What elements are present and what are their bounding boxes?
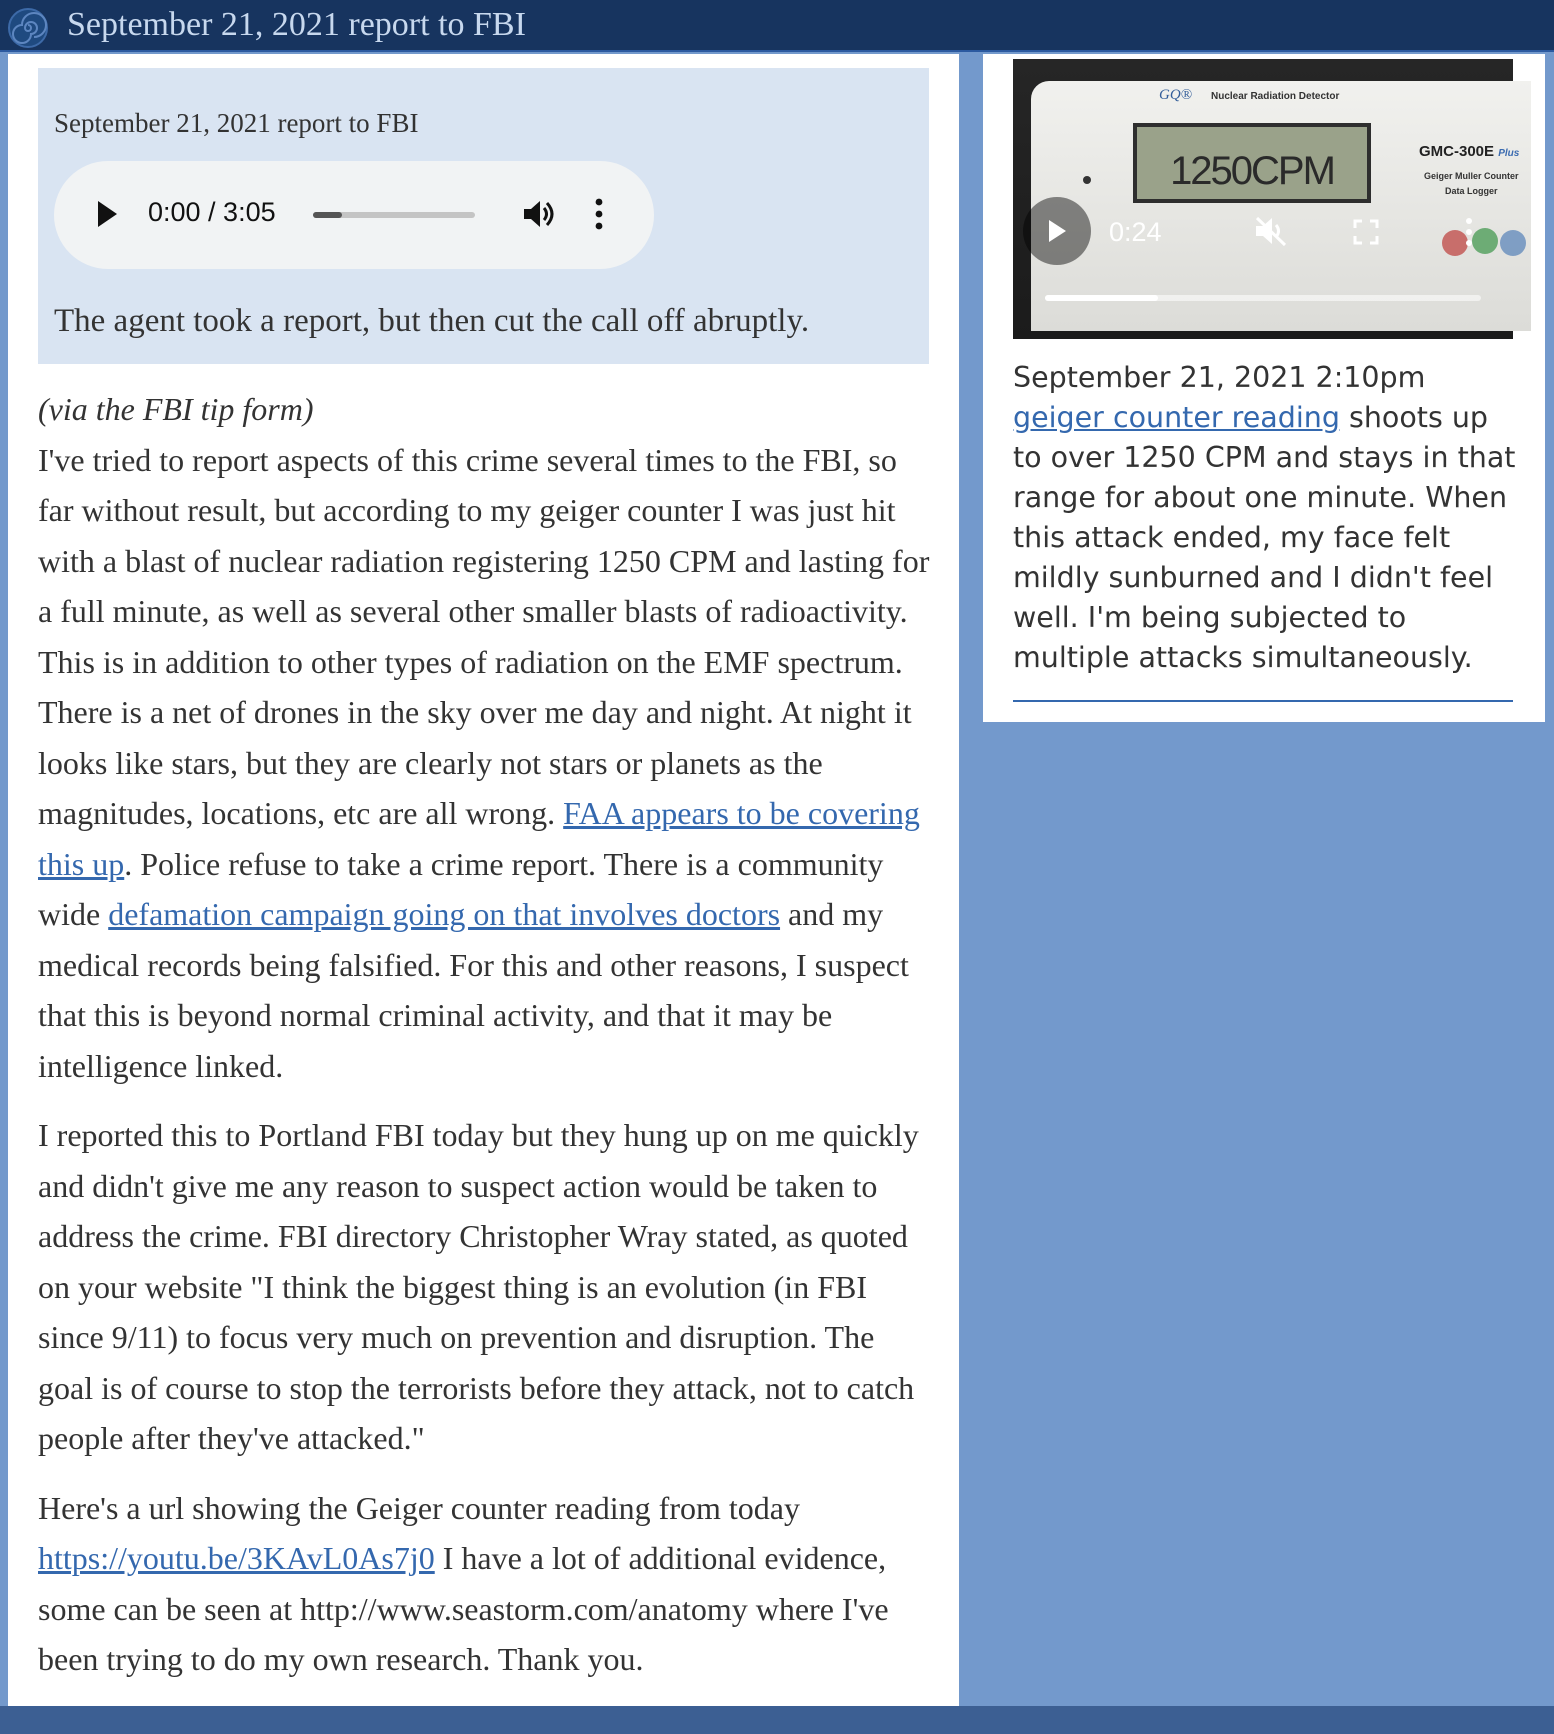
main-content (8, 54, 959, 1706)
geiger-reading-link[interactable]: geiger counter reading (1013, 401, 1340, 434)
via-note: (via the FBI tip form) (38, 391, 314, 427)
divider (1013, 700, 1513, 702)
device-subtitle (1424, 169, 1519, 199)
audio-title: September 21, 2021 report to FBI (54, 108, 419, 138)
audio-time: 0:00 / 3:05 (148, 197, 276, 227)
paragraph-1-part2: . Police refuse to take a crime report. There is a community wide (38, 845, 884, 932)
device-reading: 1250CPM (1170, 149, 1334, 193)
footer-bar (0, 1706, 1554, 1734)
paragraph-1 (38, 384, 933, 1091)
paragraph-3-part2: I have a lot of additional evidence, some can be seen at http://www.seastorm.com/anatomy where I've been trying to do my own research. Thank you. (38, 1540, 889, 1677)
article-body (38, 384, 933, 1704)
defamation-link[interactable]: defamation campaign going on that involves doctors (108, 896, 781, 932)
device-model-name: GMC-300E (1419, 143, 1495, 160)
paragraph-3 (38, 1483, 933, 1685)
play-icon (1049, 220, 1066, 242)
youtube-link[interactable]: https://youtu.be/3KAvL0As7j0 (38, 1540, 435, 1576)
spiral-logo-icon (6, 6, 50, 50)
video-time: 0:24 (1109, 217, 1162, 247)
video-play-button[interactable] (1023, 197, 1091, 265)
device-keypad-icon (1441, 221, 1541, 281)
video-player[interactable] (1013, 59, 1520, 339)
device-model (1419, 143, 1519, 160)
device-sub-2: Data Logger (1445, 186, 1498, 196)
audio-seek-bar[interactable] (313, 212, 475, 218)
video-seek-bar[interactable] (1045, 295, 1481, 301)
paragraph-1-part1: I've tried to report aspects of this crime several times to the FBI, so far without result, but according to my geiger counter I was just hit with a blast of nuclear radiation registering 1250 CPM and lasting for a full minute, as well as several other smaller blasts of radioactivity. This is in addition to other types of radiation on the EMF spectrum. There is a net of drones in the sky over me day and night. At night it looks like stars, but they are clearly not stars or planets as the magnitudes, locations, etc are all wrong. (38, 441, 930, 831)
audio-caption: The agent took a report, but then cut the call off abruptly. (54, 303, 810, 339)
device-screw (1083, 176, 1091, 184)
fullscreen-icon[interactable] (1353, 219, 1379, 245)
paragraph-1-part3: and my medical records being falsified. For this and other reasons, I suspect that this is beyond normal criminal activity, and that it may be intelligence linked. (38, 896, 909, 1084)
volume-icon[interactable] (521, 197, 555, 231)
title-bar (0, 0, 1554, 52)
page-title: September 21, 2021 report to FBI (67, 6, 526, 43)
sidebar (983, 54, 1545, 722)
device-sub-1: Geiger Muller Counter (1424, 171, 1519, 181)
device-display (1133, 123, 1371, 203)
faa-link[interactable]: FAA appears to be covering this up (38, 795, 920, 882)
video-caption (1013, 358, 1518, 678)
geiger-counter-image (1031, 81, 1531, 331)
more-vertical-icon[interactable] (1465, 217, 1473, 247)
caption-date: September 21, 2021 2:10pm (1013, 361, 1426, 394)
audio-player[interactable] (54, 161, 654, 269)
more-vertical-icon[interactable] (594, 197, 604, 231)
audio-box (38, 68, 929, 364)
mute-icon[interactable] (1253, 215, 1289, 247)
caption-text: shoots up to over 1250 CPM and stays in that range for about one minute. When this attack ended, my face felt mildly sunburned and I didn't feel well. I'm being subjected to multiple attacks simultaneously. (1013, 401, 1516, 674)
device-brand: GQ® (1159, 87, 1193, 103)
audio-progress-fill (313, 212, 342, 218)
paragraph-3-part1: Here's a url showing the Geiger counter reading from today (38, 1489, 800, 1526)
device-model-suffix: Plus (1498, 148, 1520, 159)
device-label: Nuclear Radiation Detector (1211, 91, 1340, 102)
play-icon[interactable] (98, 201, 117, 227)
video-progress-fill (1045, 295, 1158, 301)
paragraph-2: I reported this to Portland FBI today but they hung up on me quickly and didn't give me any reason to suspect action would be taken to address the crime. FBI directory Christopher Wray stated, as quoted on your website "I think the biggest thing is an evolution (in FBI since 9/11) to focus very much on prevention and disruption. The goal is of course to stop the terrorists before they attack, not to catch people after they've attacked." (38, 1117, 919, 1456)
